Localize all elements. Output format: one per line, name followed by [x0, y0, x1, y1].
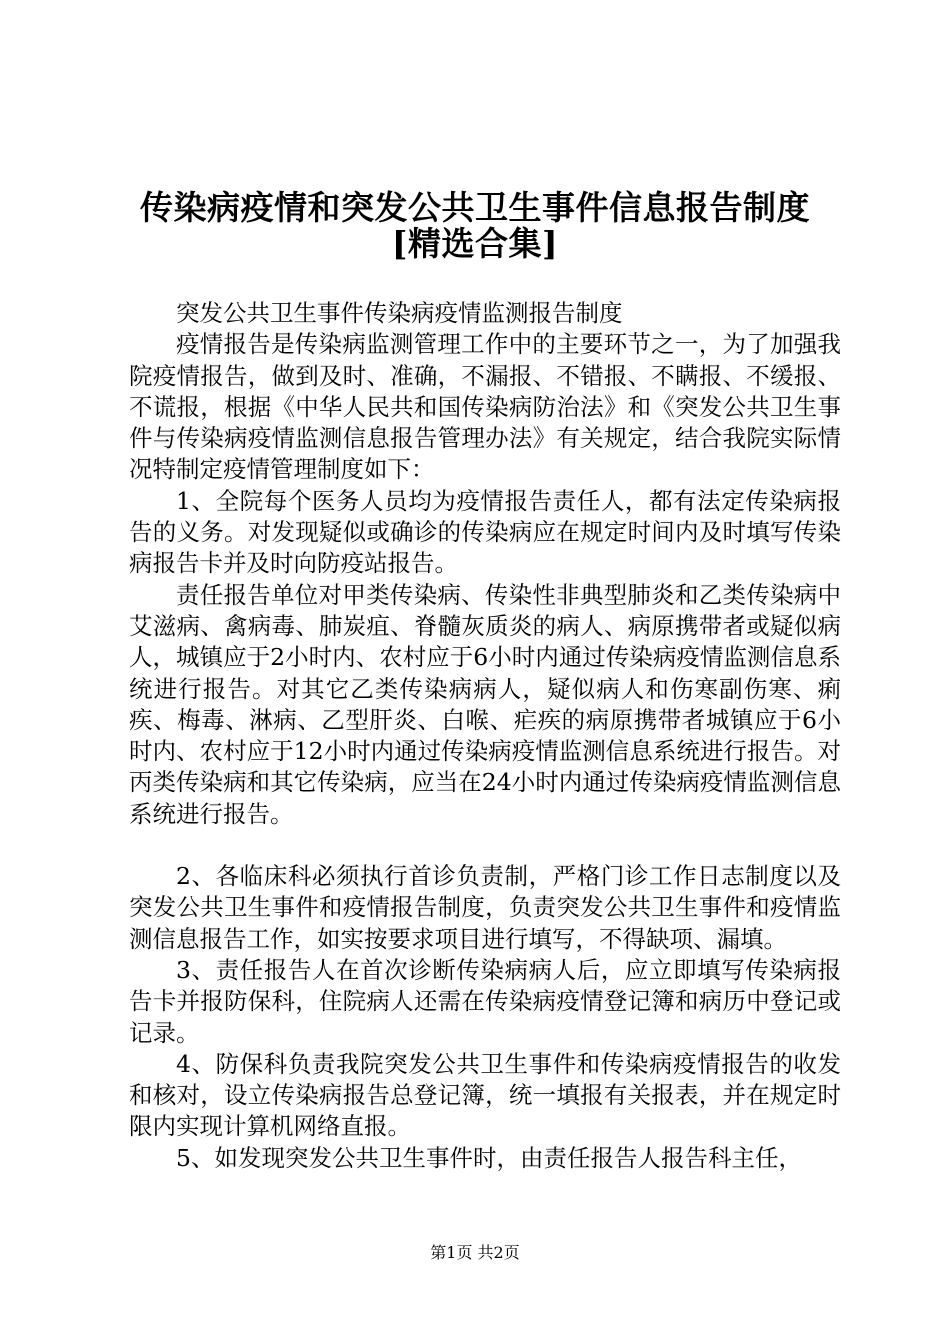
paragraph-reporting-times: 责任报告单位对甲类传染病、传染性非典型肺炎和乙类传染病中艾滋病、禽病毒、肺炭疽、脊髓灰质炎的病人、病原携带者或疑似病人，城镇应于2小时内、农村应于6小时内通过传染病疫情监测信息系统进行报告。对其它乙类传染病病人，疑似病人和伤寒副伤寒、痢疾、梅毒、淋病、乙型肝炎、白喉、疟疾的病原携带者城镇应于6小时内、农村应于12小时内通过传染病疫情监测信息系统进行报告。对丙类传染病和其它传染病，应当在24小时内通过传染病疫情监测信息系统进行报告。 [129, 580, 841, 828]
paragraph-intro: 疫情报告是传染病监测管理工作中的主要环节之一，为了加强我院疫情报告，做到及时、准确，不漏报、不错报、不瞒报、不缓报、不谎报，根据《中华人民共和国传染病防治法》和《突发公共卫生事件与传染病疫情监测信息报告管理办法》有关规定，结合我院实际情况特制定疫情管理制度如下： [129, 330, 841, 484]
document-body [129, 298, 841, 1174]
section-heading: 突发公共卫生事件传染病疫情监测报告制度 [176, 299, 623, 327]
document-title-subtitle: [精选合集] [391, 224, 559, 263]
document-title: 传染病疫情和突发公共卫生事件信息报告制度 [140, 188, 810, 227]
page-number-footer: 第1页 共2页 [430, 1243, 520, 1262]
paragraph-item-2: 2、各临床科必须执行首诊负责制，严格门诊工作日志制度以及突发公共卫生事件和疫情报告制度，负责突发公共卫生事件和疫情监测信息报告工作，如实按要求项目进行填写，不得缺项、漏填。 [129, 862, 841, 953]
paragraph-item-5: 5、如发现突发公共卫生事件时，由责任报告人报告科主任， [176, 1143, 802, 1172]
paragraph-spacer [129, 830, 841, 861]
paragraph-item-1: 1、全院每个医务人员均为疫情报告责任人，都有法定传染病报告的义务。对发现疑似或确诊的传染病应在规定时间内及时填写传染病报告卡并及时向防疫站报告。 [129, 486, 841, 578]
paragraph-item-3: 3、责任报告人在首次诊断传染病病人后，应立即填写传染病报告卡并报防保科，住院病人还需在传染病疫情登记簿和病历中登记或记录。 [129, 955, 841, 1047]
paragraph-item-4: 4、防保科负责我院突发公共卫生事件和传染病疫情报告的收发和核对，设立传染病报告总登记簿，统一填报有关报表，并在规定时限内实现计算机网络直报。 [129, 1049, 841, 1141]
